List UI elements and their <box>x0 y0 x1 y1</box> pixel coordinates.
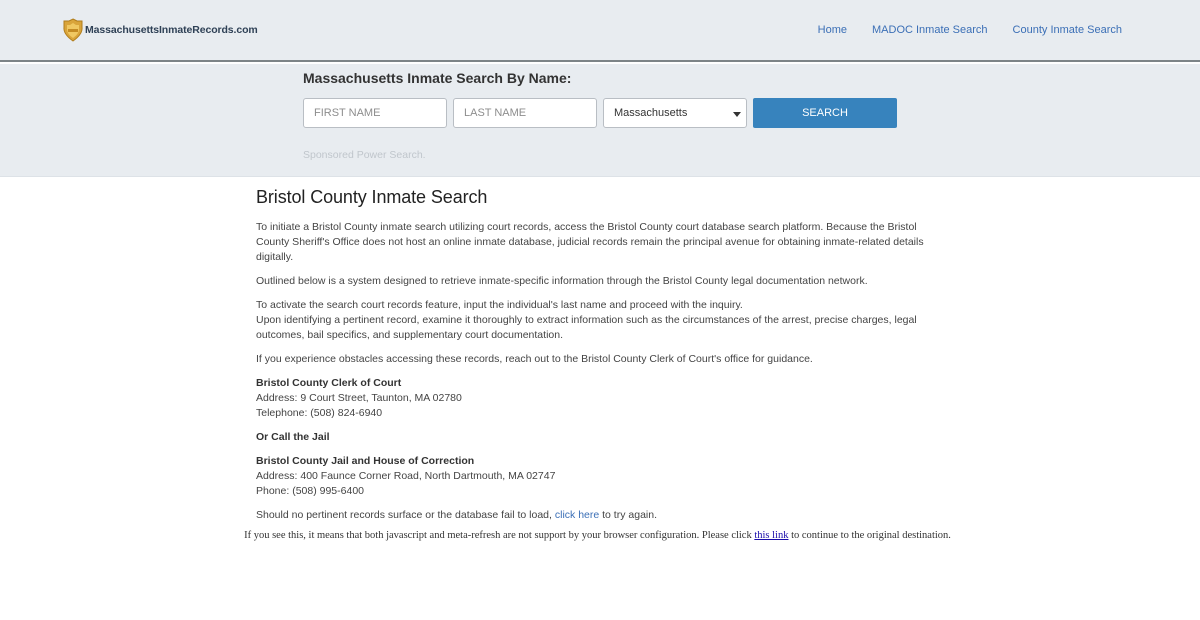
clerk-name: Bristol County Clerk of Court <box>256 377 402 389</box>
nav-county-inmate-search[interactable]: County Inmate Search <box>1012 24 1122 36</box>
main-nav <box>818 24 1122 36</box>
retry-text-post: to try again. <box>599 509 657 521</box>
jail-contact <box>256 454 946 499</box>
clerk-contact <box>256 376 946 421</box>
or-call-jail <box>256 430 946 445</box>
state-select[interactable] <box>603 98 747 128</box>
main-content <box>256 187 946 532</box>
last-name-input[interactable] <box>453 98 597 128</box>
police-badge-icon <box>62 18 84 42</box>
nav-madoc-inmate-search[interactable]: MADOC Inmate Search <box>872 24 988 36</box>
nav-home[interactable]: Home <box>817 24 847 36</box>
retry-text-pre: Should no pertinent records surface or the database fail to load, <box>256 509 555 521</box>
caret-down-icon <box>733 112 741 117</box>
noscript-text-pre: If you see this, it means that both javascript and meta-refresh are not support by your browser configuration. Please click <box>244 530 755 541</box>
instructions-line-1: To activate the search court records feature, input the individual's last name and proceed with the inquiry. <box>256 299 743 311</box>
site-header <box>0 0 1200 62</box>
this-link[interactable]: this link <box>754 530 789 541</box>
sponsored-text: Sponsored Power Search. <box>303 149 426 161</box>
clerk-address: Address: 9 Court Street, Taunton, MA 02780 <box>256 392 462 404</box>
clerk-phone: Telephone: (508) 824-6940 <box>256 407 383 419</box>
jail-name: Bristol County Jail and House of Correction <box>256 455 475 467</box>
instructions-paragraph <box>256 298 946 343</box>
state-select-value: Massachusetts <box>614 107 688 119</box>
jail-address: Address: 400 Faunce Corner Road, North Dartmouth, MA 02747 <box>256 470 556 482</box>
search-panel <box>0 64 1200 177</box>
search-title: Massachusetts Inmate Search By Name: <box>303 70 572 86</box>
search-button[interactable]: SEARCH <box>753 98 897 128</box>
guidance-paragraph: If you experience obstacles accessing these records, reach out to the Bristol County Clerk of Court's office for guidance. <box>256 353 813 365</box>
instructions-line-2: Upon identifying a pertinent record, examine it thoroughly to extract information such as the circumstances of the arrest, precise charges, legal outcomes, bail specifics, and supplementary court documentation. <box>256 314 917 341</box>
noscript-message <box>0 530 1195 541</box>
page-title: Bristol County Inmate Search <box>256 187 488 207</box>
or-call-heading: Or Call the Jail <box>256 431 330 443</box>
retry-paragraph <box>256 508 946 523</box>
noscript-text-post: to continue to the original destination. <box>788 530 951 541</box>
first-name-input[interactable] <box>303 98 447 128</box>
logo-text: MassachusettsInmateRecords.com <box>85 24 258 36</box>
intro-paragraph: To initiate a Bristol County inmate search utilizing court records, access the Bristol County court database search platform. Because the Bristol County Sheriff's Office does not host an online inmate database, judicial records remain the principal avenue for obtaining inmate-related details digitally. <box>256 221 924 263</box>
click-here-link[interactable]: click here <box>554 509 600 521</box>
site-logo[interactable] <box>62 18 258 42</box>
jail-phone: Phone: (508) 995-6400 <box>256 485 364 497</box>
outline-paragraph: Outlined below is a system designed to retrieve inmate-specific information through the Bristol County legal documentation network. <box>256 275 868 287</box>
